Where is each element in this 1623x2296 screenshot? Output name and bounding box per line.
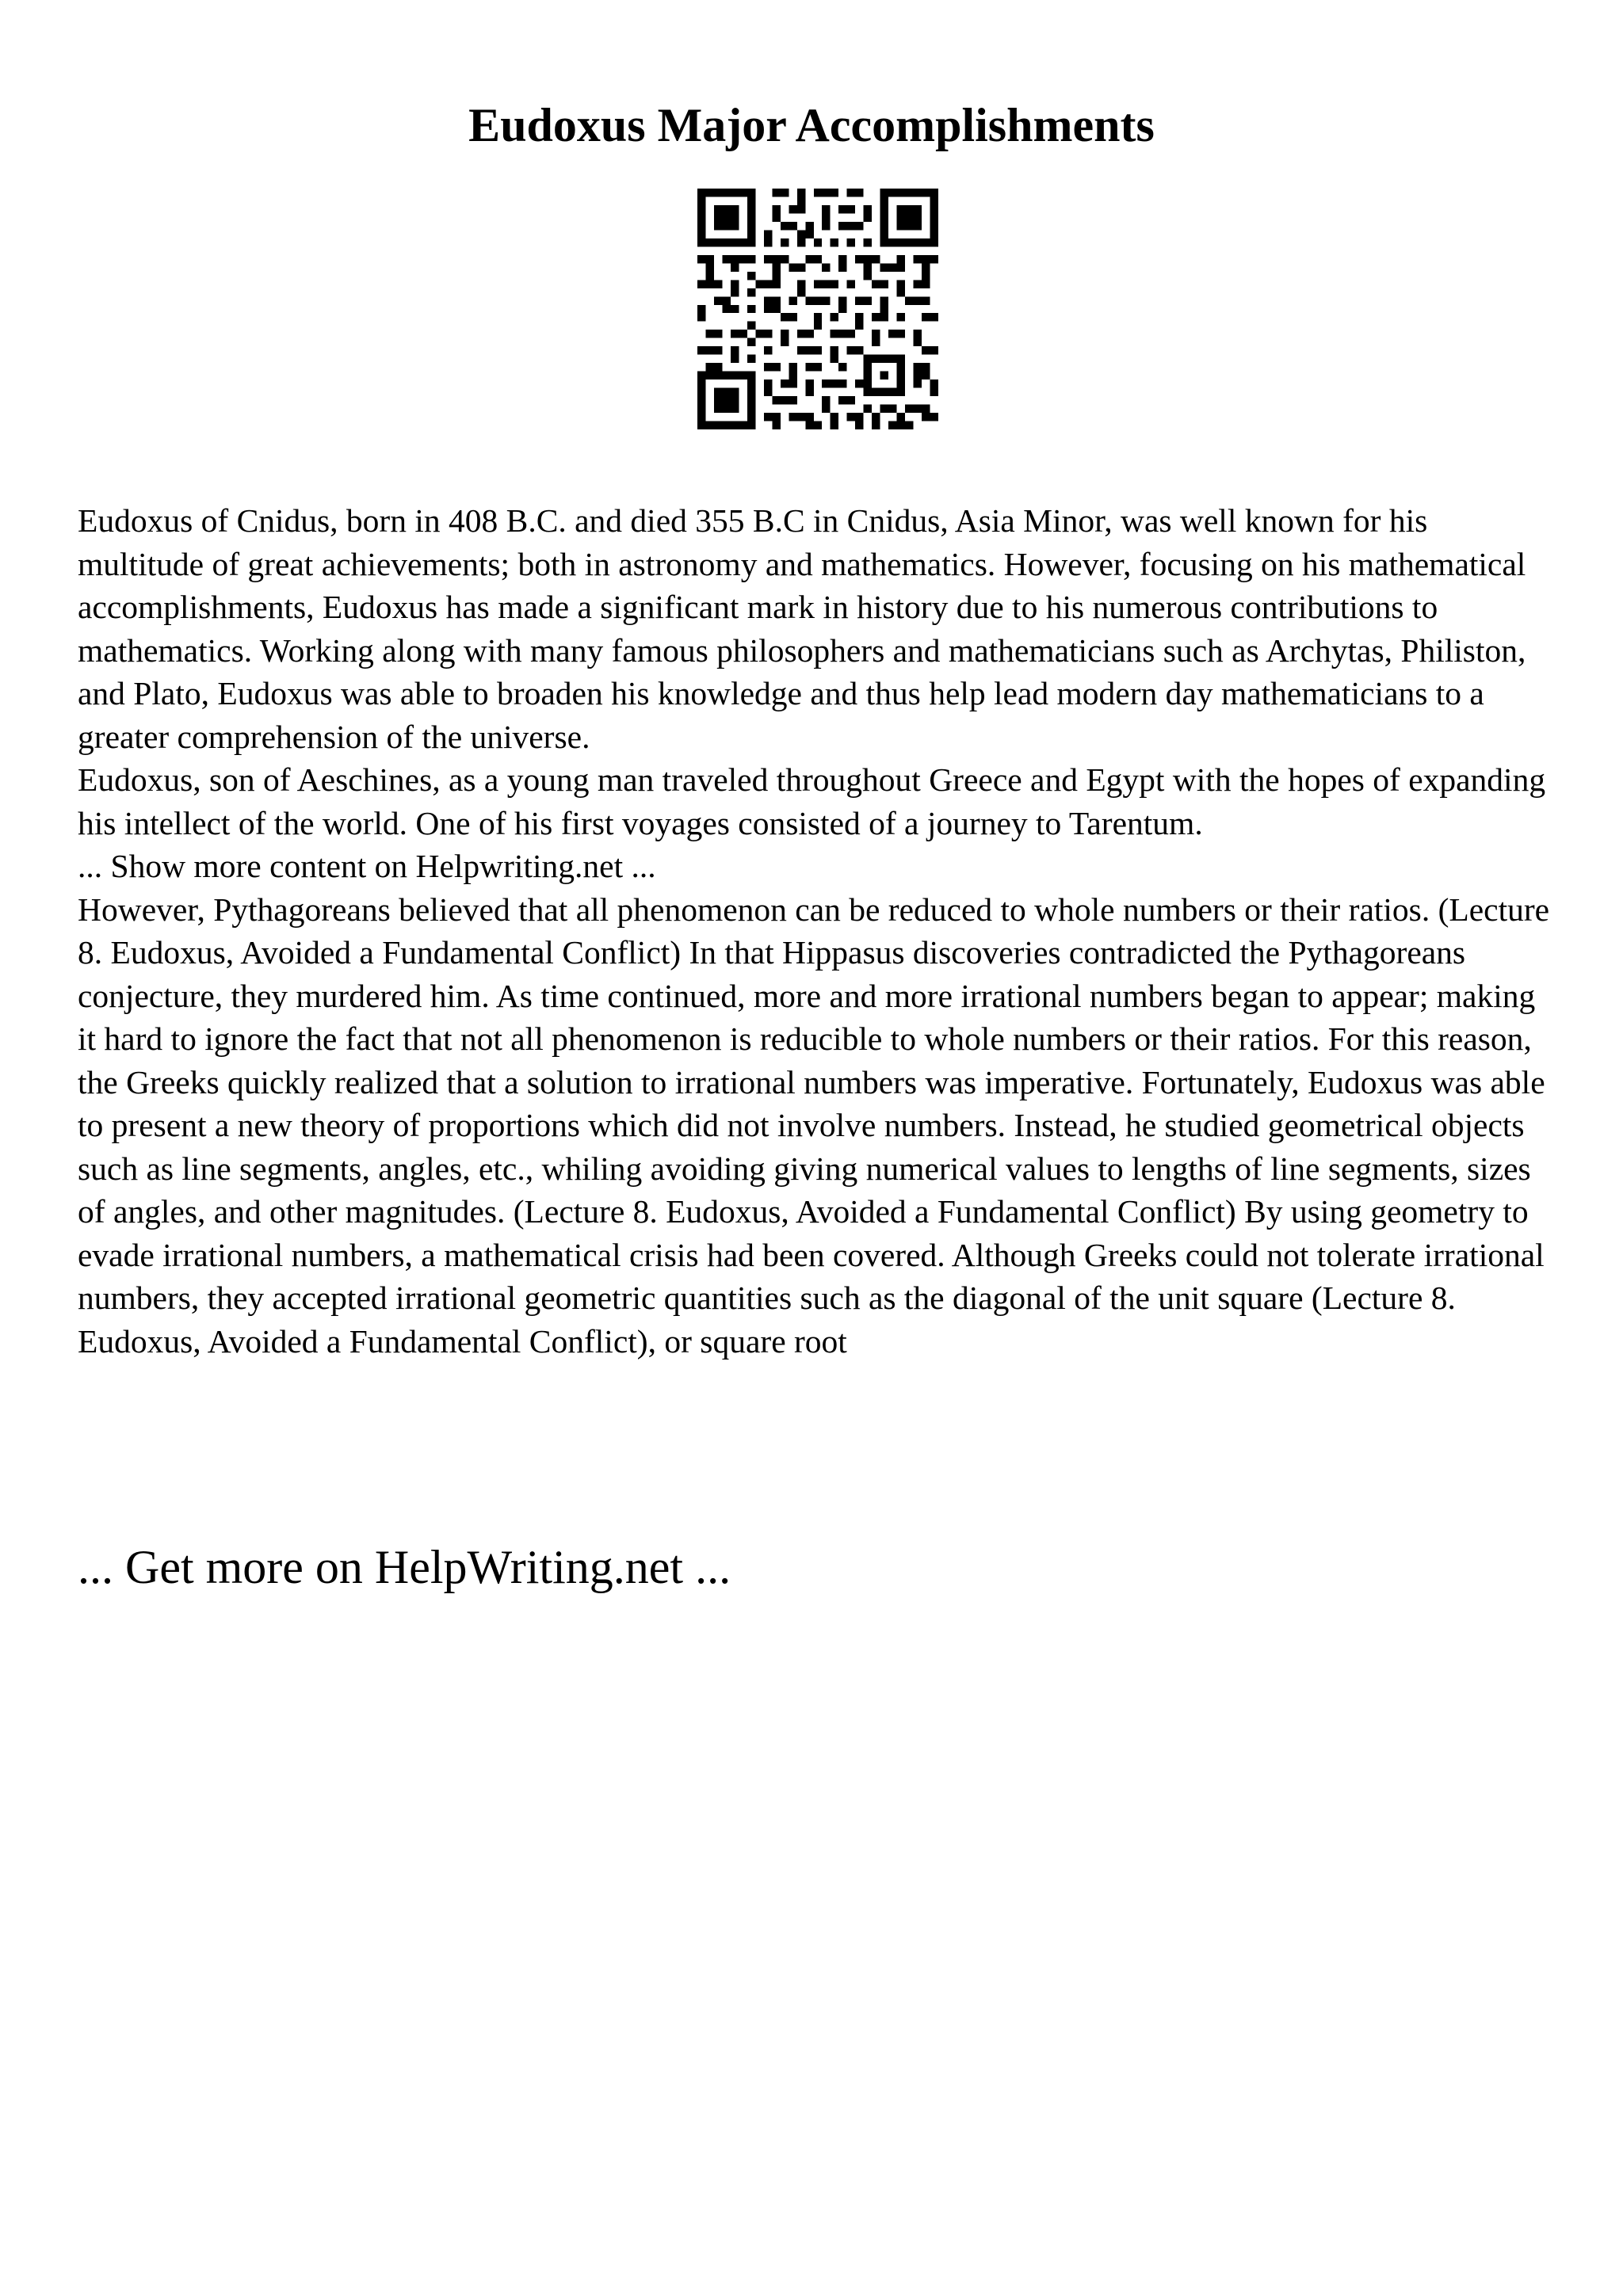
paragraph-early-life: Eudoxus, son of Aeschines, as a young man traveled throughout Greece and Egypt with the hopes of expanding his intellect of the world. One of his first voyages consisted of a journey to Tarentum. — [78, 761, 1546, 841]
paragraph-intro: Eudoxus of Cnidus, born in 408 B.C. and died 355 B.C in Cnidus, Asia Minor, was well known for his multitude of great achievements; both in astronomy and mathematics. However, focusing on his mathematical accomplishments, Eudoxus has made a significant mark in history due to his numerous contributions to mathematics. Working along with many famous philosophers and mathematicians such as Archytas, Philiston, and Plato, Eudoxus was able to broaden his knowledge and thus help lead modern day mathematicians to a greater comprehension of the universe. — [78, 502, 1526, 755]
page-title: Eudoxus Major Accomplishments — [468, 99, 1155, 151]
article-body — [78, 499, 1560, 1363]
paragraph-pythagoreans: However, Pythagoreans believed that all phenomenon can be reduced to whole numbers or their ratios. (Lecture 8. Eudoxus, Avoided a Fundamental Conflict) In that Hippasus discoveries contradicted the Pythagoreans conjecture, they murdered him. As time continued, more and more irrational numbers began to appear; making it hard to ignore the fact that not all phenomenon is reducible to whole numbers or their ratios. For this reason, the Greeks quickly realized that a solution to irrational numbers was imperative. Fortunately, Eudoxus was able to present a new theory of proportions which did not involve numbers. Instead, he studied geometrical objects such as line segments, angles, etc., whiling avoiding giving numerical values to lengths of line segments, sizes of angles, and other magnitudes. (Lecture 8. Eudoxus, Avoided a Fundamental Conflict) By using geometry to evade irrational numbers, a mathematical crisis had been covered. Although Greeks could not tolerate irrational numbers, they accepted irrational geometric quantities such as the diagonal of the unit square (Lecture 8. Eudoxus, Avoided a Fundamental Conflict), or square root — [78, 891, 1550, 1360]
get-more-link[interactable]: ... Get more on HelpWriting.net ... — [78, 1541, 731, 1593]
show-more-link[interactable]: ... Show more content on Helpwriting.net ... — [78, 848, 656, 884]
qr-code-icon — [697, 189, 938, 429]
